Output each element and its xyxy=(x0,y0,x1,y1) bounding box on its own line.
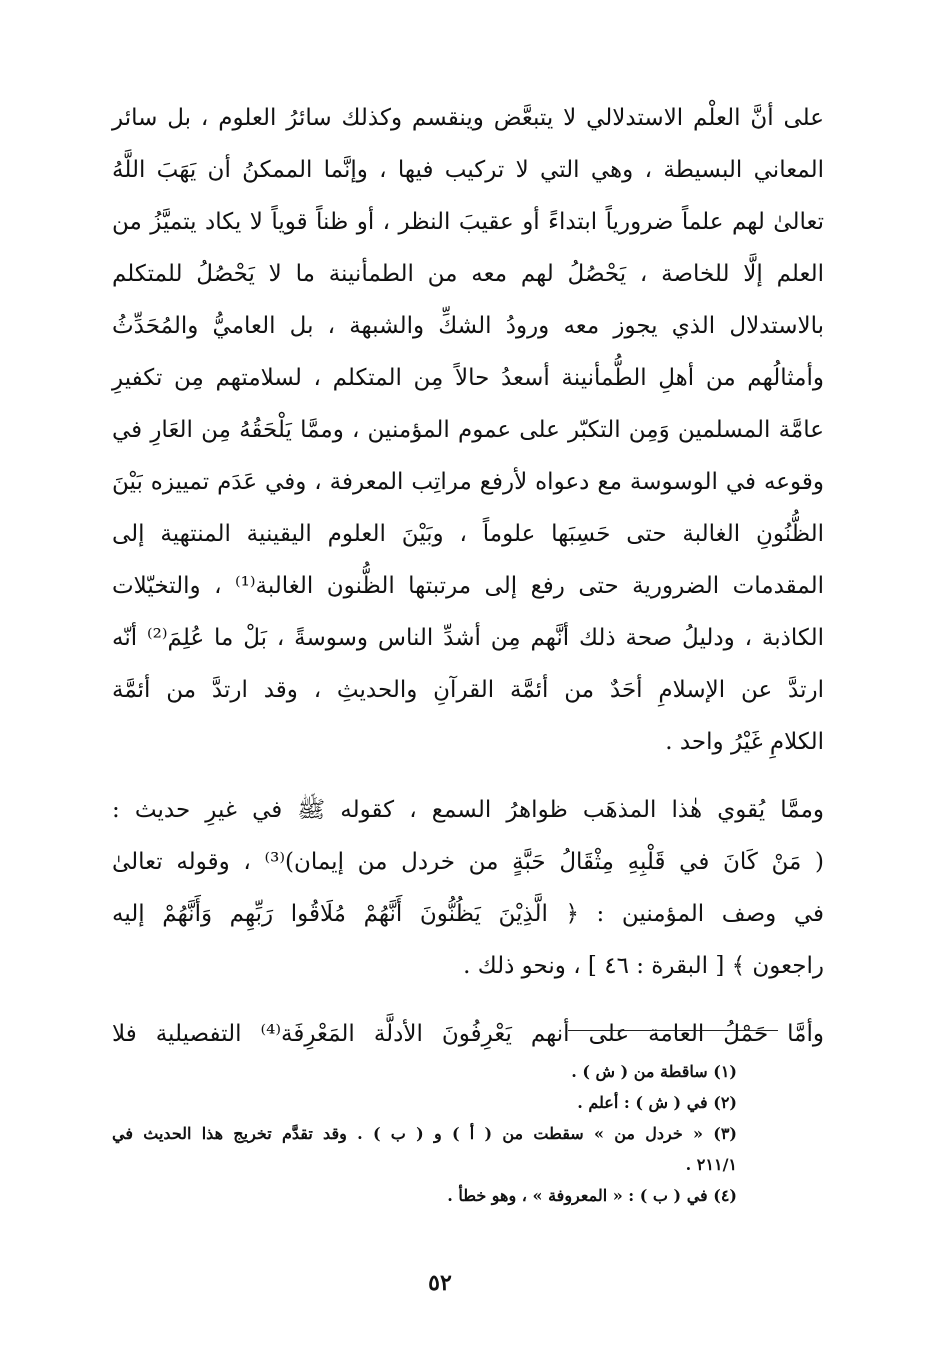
text-line: راجعون ﴾ [ البقرة : ٤٦ ] ، ونحو ذلك . xyxy=(463,953,824,979)
text-line: المقدمات الضرورية حتى رفع إلى مرتبتها الظُّنون الغالبة⁽¹⁾ ، والتخيّلات xyxy=(112,573,824,599)
paragraph-gap xyxy=(112,768,824,784)
paragraph-gap xyxy=(112,992,824,1008)
text-line: وأمَّا حَمْلُ العامة على أنهم يَعْرِفُونَ الأدلَّة المَعْرِفَة⁽⁴⁾ التفصيلية فلا xyxy=(112,1021,825,1047)
main-text xyxy=(112,92,824,1060)
text-line: عامَّة المسلمين وَمِن التكبّر على عموم المؤمنين ، وممَّا يَلْحَقُهُ مِن العَارِ في xyxy=(112,417,824,443)
footnote: (٤) في ( ب ) : « المعروفة » ، وهو خطأ . xyxy=(447,1186,737,1205)
footnote-divider xyxy=(568,1030,778,1031)
text-line: في وصف المؤمنين : ﴿ الَّذِيْنَ يَظُنُّونَ أَنَّهُمْ مُلَاقُوا رَبِّهِم وَأَنَّهُمْ إليه xyxy=(112,901,824,927)
text-line: تعالىٰ لهم علماً ضرورياً ابتداءً أو عقيبَ النظر ، أو ظناً قوياً لا يكاد يتميَّزُ من xyxy=(112,209,824,235)
paragraph xyxy=(112,1008,824,1060)
text-line: الكلامِ غَيْرُ واحد . xyxy=(665,729,824,755)
text-line: وممَّا يُقوي هٰذا المذهَب ظواهرُ السمع ، كقوله ﷺ في غيرِ حديث : xyxy=(112,797,824,823)
text-line: الظُّنُونِ الغالبة حتى حَسِبَها علوماً ، وبَيْنَ العلوم اليقينية المنتهية إلى xyxy=(112,521,824,547)
text-line: على أنَّ العلْم الاستدلالي لا يتبعَّض وينقسم وكذلك سائرُ العلوم ، بل سائر xyxy=(112,105,824,131)
text-line: المعاني البسيطة ، وهي التي لا تركيب فيها ، وإنَّما الممكنُ أن يَهَبَ اللَّهُ xyxy=(112,157,824,183)
paragraph xyxy=(112,92,824,768)
text-line: وأمثالُهم من أهلِ الطُّمأنينة أسعدُ حالاً مِن المتكلم ، لسلامتهم مِن تكفيرِ xyxy=(112,365,824,391)
text-line: الكاذبة ، ودليلُ صحة ذلك أنَّهم مِن أشدِّ الناس وسوسةً ، بَلْ ما عُلِمَ⁽²⁾ أنّه xyxy=(112,625,824,651)
paragraph xyxy=(112,784,824,992)
footnote-continuation: ٢١١/١ . xyxy=(685,1155,737,1174)
footnotes xyxy=(112,1056,737,1211)
text-line: ارتدَّ عن الإسلامِ أحَدٌ من أئمَّة القرآنِ والحديثِ ، وقد ارتدَّ من أئمَّة xyxy=(112,677,824,703)
text-line: وقوعه في الوسوسة مع دعواه لأرفع مراتِب المعرفة ، وفي عَدَم تمييزه بَيْنَ xyxy=(112,469,824,495)
footnote: (١) ساقطة من ( ش ) . xyxy=(571,1062,737,1081)
footnote: (٣) « خردل من » سقطت من ( أ ) و ( ب ) . وقد تقدَّم تخريج هذا الحديث في xyxy=(112,1124,737,1143)
text-line: بالاستدلال الذي يجوز معه ورودُ الشكِّ والشبهة ، بل العاميُّ والمُحَدِّثُ xyxy=(112,313,824,339)
text-line: ( مَنْ كَانَ في قَلْبِهِ مِثْقَالُ حَبَّةٍ من خردل من إيمان)⁽³⁾ ، وقوله تعالىٰ xyxy=(112,849,824,875)
page-number: ٥٢ xyxy=(428,1270,452,1296)
text-line: العلم إلَّا للخاصة ، يَحْصُلُ لهم معه من الطمأنينة ما لا يَحْصُلُ للمتكلم xyxy=(112,261,824,287)
footnote: (٢) في ( ش ) : أعلم . xyxy=(577,1093,737,1112)
